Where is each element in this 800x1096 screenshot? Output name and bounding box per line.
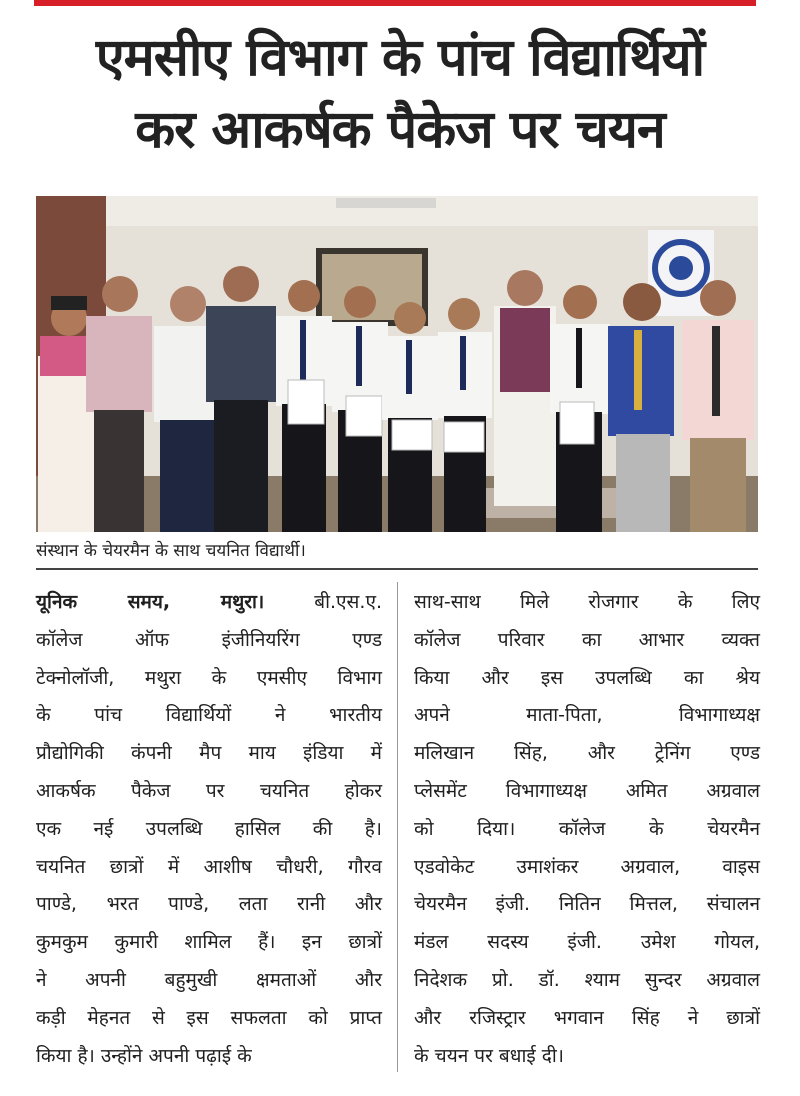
article-line: एक नई उपलब्धि हासिल की है। <box>36 817 382 840</box>
article-line: आकर्षक पैकेज पर चयनित होकर <box>36 779 382 802</box>
headline-line-2: कर आकर्षक पैकेज पर चयन <box>135 100 665 160</box>
article-line: टेक्नोलॉजी, मथुरा के एमसीए विभाग <box>36 666 382 689</box>
article-line: एडवोकेट उमाशंकर अग्रवाल, वाइस <box>414 855 760 878</box>
article-line: निदेशक प्रो. डॉ. श्याम सुन्दर अग्रवाल <box>414 968 760 991</box>
article-line: यूनिक समय, मथुरा। बी.एस.ए. <box>36 591 382 613</box>
article-line: कड़ी मेहनत से इस सफलता को प्राप्त <box>36 1006 382 1029</box>
article-line: किया और इस उपलब्धि का श्रेय <box>414 666 760 689</box>
group-photo <box>36 196 758 532</box>
article-line: को दिया। कॉलेज के चेयरमैन <box>414 817 760 840</box>
article-line: कॉलेज ऑफ इंजीनियरिंग एण्ड <box>36 628 382 651</box>
article-line: अपने माता-पिता, विभागाध्यक्ष <box>414 704 760 727</box>
article-line: ने अपनी बहुमुखी क्षमताओं और <box>36 968 382 991</box>
article-line: प्लेसमेंट विभागाध्यक्ष अमित अग्रवाल <box>414 779 760 802</box>
dateline: यूनिक समय, मथुरा। <box>36 591 265 613</box>
headline <box>30 22 770 166</box>
article-line: कॉलेज परिवार का आभार व्यक्त <box>414 628 760 651</box>
article-column-left <box>36 584 382 1075</box>
caption-rule <box>36 568 758 570</box>
article-line: के चयन पर बधाई दी। <box>414 1044 564 1067</box>
article-line: पाण्डे, भरत पाण्डे, लता रानी और <box>36 893 382 916</box>
article-line: मलिखान सिंह, और ट्रेनिंग एण्ड <box>414 742 760 765</box>
group-photo-image <box>36 196 758 532</box>
article-line: साथ-साथ मिले रोजगार के लिए <box>414 591 760 613</box>
column-divider <box>397 582 398 1072</box>
article-line: के पांच विद्यार्थियों ने भारतीय <box>36 704 382 727</box>
article-line: किया है। उन्होंने अपनी पढ़ाई के <box>36 1044 252 1067</box>
article-line: चेयरमैन इंजी. नितिन मित्तल, संचालन <box>414 893 760 916</box>
article-line: मंडल सदस्य इंजी. उमेश गोयल, <box>414 931 760 954</box>
headline-line-1: एमसीए विभाग के पांच विद्यार्थियों <box>95 28 705 88</box>
article-line: प्रौद्योगिकी कंपनी मैप माय इंडिया में <box>36 742 382 765</box>
article-column-right <box>414 584 760 1075</box>
article-line: कुमकुम कुमारी शामिल हैं। इन छात्रों <box>36 931 382 954</box>
article-line: और रजिस्ट्रार भगवान सिंह ने छात्रों <box>414 1006 760 1029</box>
page-bottom-edge <box>0 1088 800 1096</box>
top-red-rule <box>34 0 756 6</box>
article-line: चयनित छात्रों में आशीष चौधरी, गौरव <box>36 855 382 878</box>
photo-caption: संस्थान के चेयरमैन के साथ चयनित विद्यार्थी। <box>36 541 306 561</box>
